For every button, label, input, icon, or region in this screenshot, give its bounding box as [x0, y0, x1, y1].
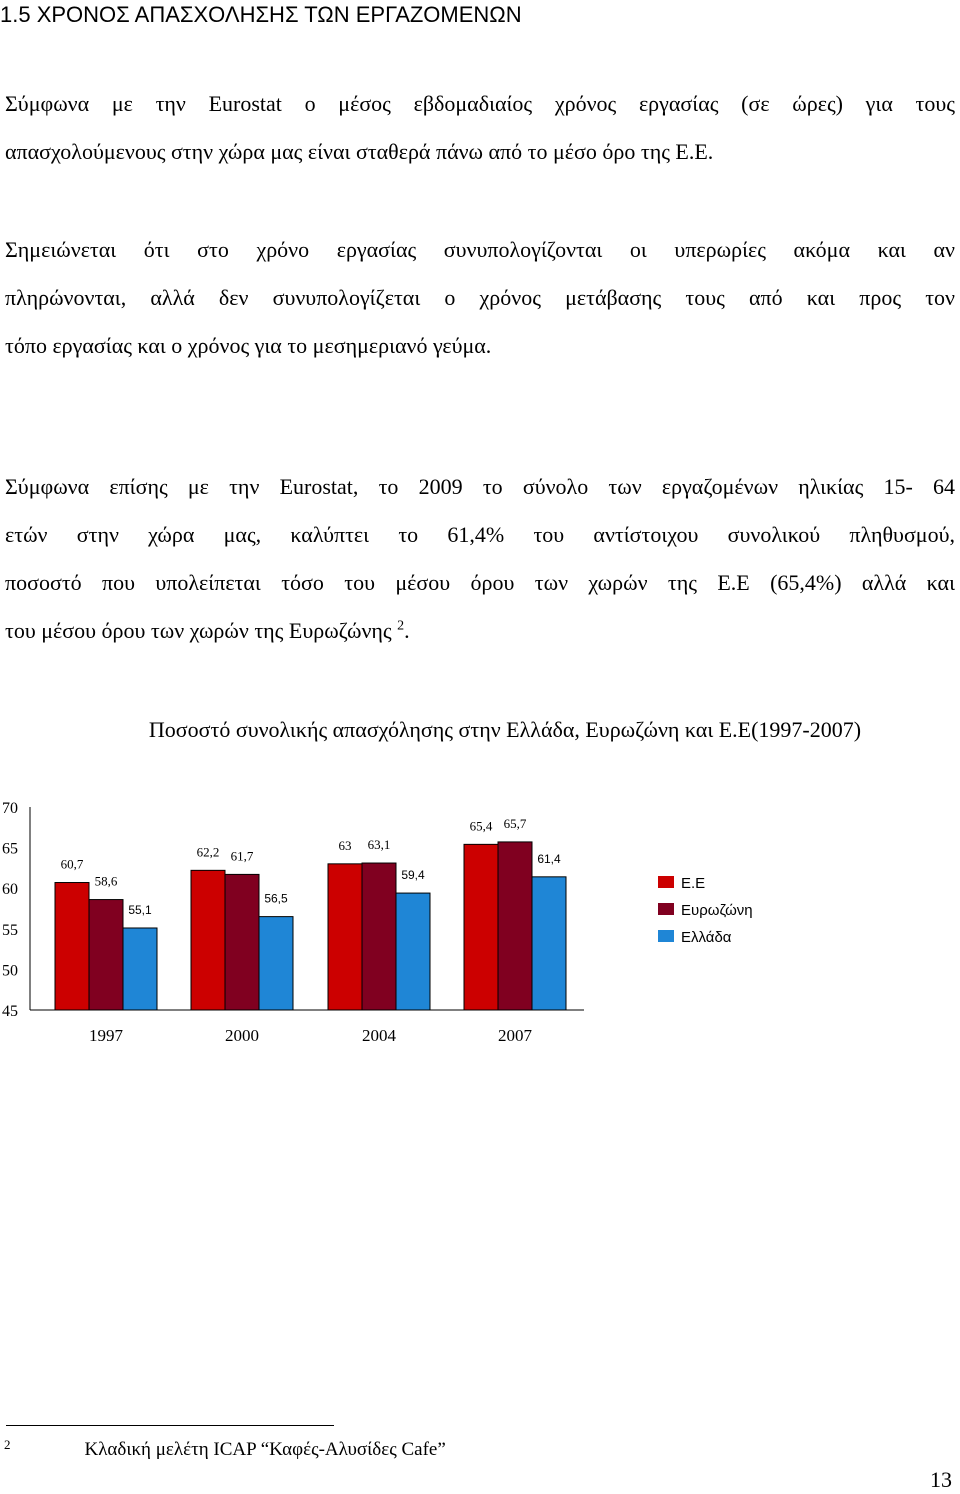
legend-label: Ευρωζώνη	[681, 902, 753, 919]
legend-swatch	[658, 930, 674, 942]
bar	[225, 874, 259, 1010]
bar	[396, 893, 430, 1010]
data-label: 63	[338, 837, 352, 853]
bar	[191, 870, 225, 1010]
paragraph-line: απασχολούμενους στην χώρα μας είναι σταθερά πάνω από το μέσο όρο της Ε.Ε.	[5, 139, 714, 164]
x-tick-labels	[89, 1026, 533, 1045]
data-label: 59,4	[401, 868, 425, 883]
chart-legend	[658, 875, 753, 946]
footnote-number: 2	[4, 1437, 11, 1452]
legend-label: Ελλάδα	[681, 929, 732, 946]
data-label: 55,1	[128, 902, 152, 917]
bar	[328, 864, 362, 1010]
y-tick-label: 65	[2, 840, 18, 858]
paragraph-line: Σύμφωνα με την Eurostat ο μέσος εβδομαδιαίος χρόνος εργασίας (σε ώρες) για τους	[5, 91, 955, 116]
paragraph-line: πληρώνονται, αλλά δεν συνυπολογίζεται ο χρόνος μετάβασης τους από και προς τον	[5, 285, 955, 310]
data-label: 62,2	[196, 844, 220, 860]
data-label: 58,6	[94, 873, 118, 889]
y-tick-label: 45	[2, 1003, 18, 1020]
paragraph-line: Σημειώνεται ότι στο χρόνο εργασίας συνυπολογίζονται οι υπερωρίες ακόμα και αν	[5, 237, 955, 262]
x-tick-label: 2004	[362, 1026, 396, 1045]
data-label: 61,7	[230, 848, 254, 864]
footnote	[4, 1436, 446, 1465]
paragraph-line: Σύμφωνα επίσης με την Eurostat, το 2009 το σύνολο των εργαζομένων ηλικίας 15- 64	[5, 474, 955, 499]
data-label: 61,4	[537, 851, 561, 866]
y-tick-label: 50	[2, 962, 18, 980]
paragraph-period: .	[404, 618, 410, 643]
y-tick-label: 60	[2, 881, 18, 899]
footnote-text: Κλαδική μελέτη ICAP “Καφές-Αλυσίδες Cafe”	[84, 1439, 446, 1460]
y-tick-labels	[2, 800, 18, 1020]
paragraph-line: ετών στην χώρα μας, καλύπτει το 61,4% του αντίστοιχου συνολικού πληθυσμού,	[5, 522, 955, 547]
paragraph-overtime-note	[5, 226, 955, 370]
paragraph-employment-rate	[5, 463, 955, 655]
bar	[55, 883, 89, 1010]
footnote-reference[interactable]: 2	[397, 618, 405, 634]
x-tick-label: 2007	[498, 1026, 532, 1045]
paragraph-line: ποσοστό που υπολείπεται τόσο του μέσου όρου των χωρών της Ε.Ε (65,4%) αλλά και	[5, 570, 955, 595]
data-label: 63,1	[367, 837, 391, 853]
bar	[259, 917, 293, 1010]
paragraph-line	[5, 607, 955, 655]
y-tick-label: 70	[2, 800, 18, 817]
bar	[498, 842, 532, 1010]
bar	[362, 863, 396, 1010]
chart-title: Ποσοστό συνολικής απασχόλησης στην Ελλάδα, Ευρωζώνη και Ε.Ε(1997-2007)	[148, 717, 862, 742]
bar	[532, 877, 566, 1010]
bar	[123, 928, 157, 1010]
x-tick-label: 2000	[225, 1026, 259, 1045]
x-tick-label: 1997	[89, 1026, 123, 1045]
paragraph-line-text: του μέσου όρου των χωρών της Ευρωζώνης	[5, 618, 392, 643]
bar	[89, 900, 123, 1010]
y-tick-label: 55	[2, 921, 18, 939]
paragraph-working-hours	[5, 80, 955, 176]
paragraph-line: τόπο εργασίας και ο χρόνος για το μεσημεριανό γεύμα.	[5, 333, 492, 358]
footnote-separator	[6, 1425, 334, 1426]
data-label: 65,4	[469, 818, 493, 834]
page-number: 13	[930, 1467, 952, 1492]
legend-swatch	[658, 903, 674, 915]
legend-label: Ε.Ε	[681, 875, 706, 892]
employment-rate-chart	[0, 790, 960, 1060]
bar-series	[55, 842, 566, 1010]
data-label: 65,7	[503, 815, 527, 831]
data-label: 60,7	[60, 856, 84, 872]
bar	[464, 844, 498, 1010]
legend-swatch	[658, 876, 674, 888]
data-label: 56,5	[264, 891, 288, 906]
section-heading: 1.5 ΧΡΟΝΟΣ ΑΠΑΣΧΟΛΗΣΗΣ ΤΩΝ ΕΡΓΑΖΟΜΕΝΩΝ	[0, 2, 522, 27]
